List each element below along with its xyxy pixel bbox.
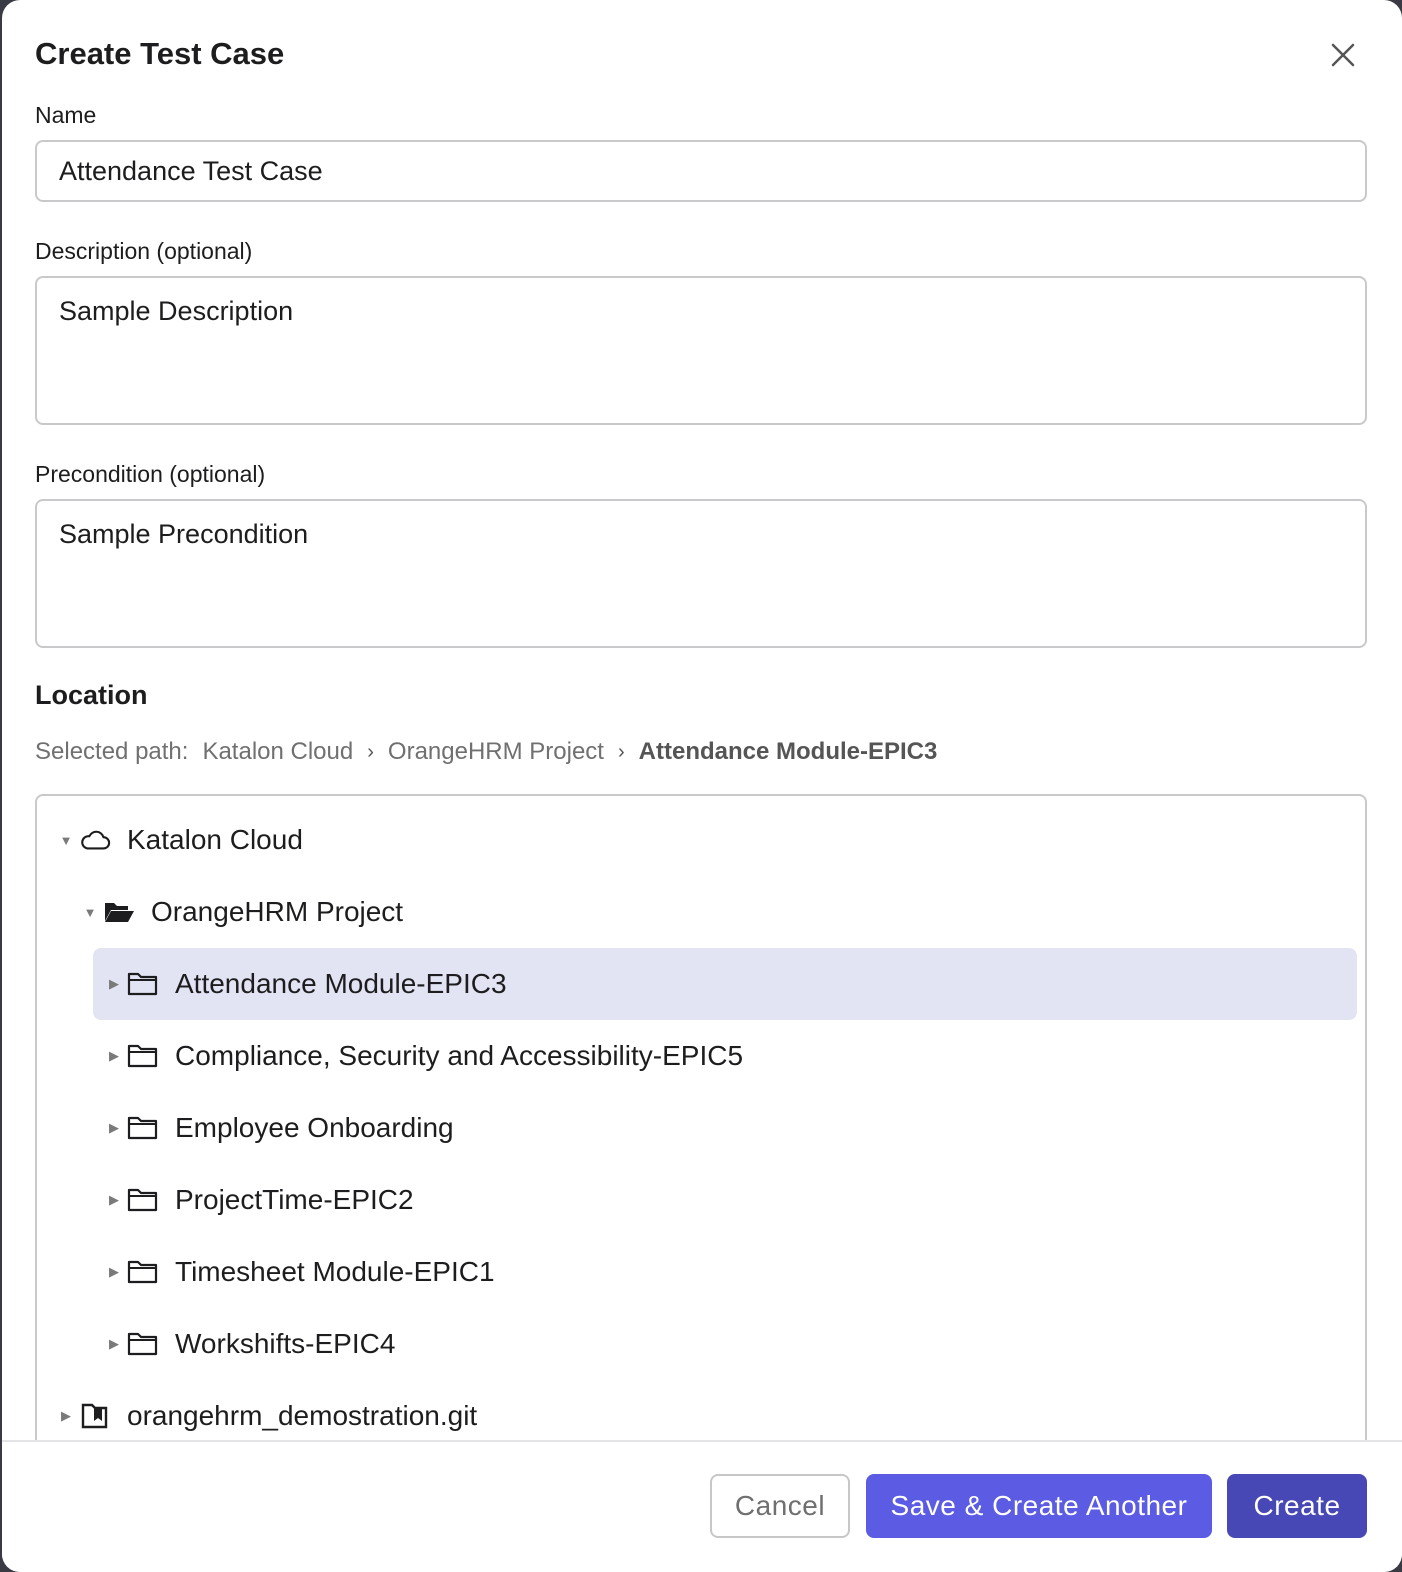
breadcrumb-item: OrangeHRM Project [387, 738, 604, 765]
tree-item[interactable] [59, 804, 303, 876]
folder-open-icon [103, 898, 135, 926]
tree-item[interactable] [107, 1164, 414, 1236]
tree-item-label: Workshifts-EPIC4 [175, 1328, 396, 1359]
caret-right-icon[interactable]: ▶ [109, 976, 119, 991]
name-input[interactable] [35, 140, 1367, 202]
caret-right-icon[interactable]: ▶ [109, 1120, 119, 1135]
folder-icon [127, 1114, 159, 1142]
selected-path-label: Selected path: [35, 738, 189, 765]
tree-item[interactable] [107, 1092, 454, 1164]
caret-right-icon[interactable]: ▶ [109, 1192, 119, 1207]
chevron-right-icon: › [617, 740, 625, 763]
chevron-right-icon: › [367, 740, 374, 763]
name-label: Name [35, 102, 97, 128]
description-textarea[interactable]: Sample Description [35, 276, 1367, 425]
precondition-textarea[interactable]: Sample Precondition [35, 499, 1367, 648]
folder-icon [127, 1186, 159, 1214]
close-icon[interactable] [1328, 40, 1358, 70]
dialog-title: Create Test Case [35, 36, 285, 71]
location-heading: Location [35, 680, 148, 710]
tree-item[interactable] [107, 1236, 495, 1308]
tree-item-label: Katalon Cloud [127, 824, 303, 855]
caret-down-icon[interactable]: ▼ [59, 832, 73, 848]
folder-icon [127, 1330, 159, 1358]
tree-item-label: Employee Onboarding [175, 1112, 454, 1143]
cancel-button[interactable]: Cancel [710, 1474, 850, 1538]
tree-item[interactable] [93, 948, 1357, 1020]
folder-icon [127, 1258, 159, 1286]
precondition-label: Precondition (optional) [35, 461, 266, 487]
selected-path [35, 738, 937, 766]
tree-item-label: Compliance, Security and Accessibility-EPIC5 [175, 1040, 744, 1071]
folder-icon [127, 970, 159, 998]
tree-item[interactable] [83, 876, 403, 948]
caret-right-icon[interactable]: ▶ [61, 1408, 71, 1423]
caret-right-icon[interactable]: ▶ [109, 1336, 119, 1351]
tree-item[interactable] [107, 1020, 743, 1092]
tree-item[interactable] [59, 1380, 477, 1440]
git-repo-icon [79, 1402, 111, 1430]
create-test-case-dialog [2, 0, 1402, 1572]
location-tree[interactable] [35, 794, 1367, 1440]
tree-item-label: OrangeHRM Project [151, 896, 404, 927]
breadcrumb-current: Attendance Module-EPIC3 [638, 738, 938, 765]
description-label: Description (optional) [35, 238, 253, 264]
breadcrumb-item: Katalon Cloud [202, 738, 354, 765]
tree-item[interactable] [107, 1308, 395, 1380]
caret-down-icon[interactable]: ▼ [83, 904, 97, 920]
tree-item-label: orangehrm_demostration.git [127, 1400, 478, 1431]
save-and-create-another-button[interactable]: Save & Create Another [866, 1474, 1212, 1538]
form-scroll-area[interactable] [2, 100, 1402, 1440]
dialog-footer [2, 1440, 1402, 1572]
tree-item-label: Attendance Module-EPIC3 [175, 968, 507, 999]
folder-icon [127, 1042, 159, 1070]
caret-right-icon[interactable]: ▶ [109, 1264, 119, 1279]
tree-item-label: Timesheet Module-EPIC1 [175, 1256, 495, 1287]
create-button[interactable]: Create [1227, 1474, 1367, 1538]
caret-right-icon[interactable]: ▶ [109, 1048, 119, 1063]
tree-item-label: ProjectTime-EPIC2 [175, 1184, 414, 1215]
cloud-icon [79, 826, 111, 854]
